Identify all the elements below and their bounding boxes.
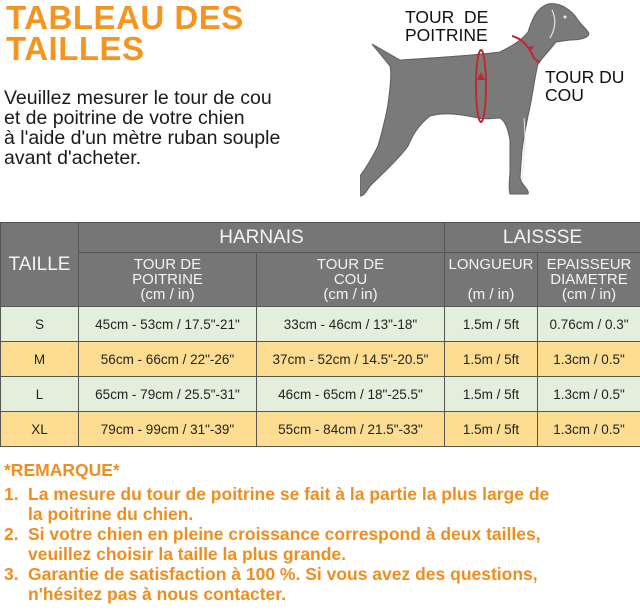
header-line: TOUR DE [133, 256, 202, 273]
header-line [445, 272, 537, 287]
chest-cell: 65cm - 79cm / 25.5"-31" [79, 377, 257, 412]
header-line: DIAMETRE [550, 271, 628, 288]
table-row [1, 342, 640, 377]
size-cell: XL [1, 412, 79, 447]
remark-number: 3. [4, 564, 19, 584]
intro-line: avant d'acheter. [4, 147, 142, 169]
neck-label-line: COU [545, 85, 584, 105]
size-cell: S [1, 307, 79, 342]
neck-cell: 46cm - 65cm / 18"-25.5" [257, 377, 445, 412]
table-row [1, 412, 640, 447]
header-line: LONGUEUR [448, 256, 534, 273]
chest-label-line: POITRINE [405, 25, 488, 45]
table-row [1, 307, 640, 342]
neck-girth-label [545, 68, 624, 104]
header-line: (cm / in) [140, 286, 195, 303]
neck-label-line: TOUR DU [545, 67, 625, 87]
length-cell: 1.5m / 5ft [445, 377, 538, 412]
table-row [1, 377, 640, 412]
length-cell: 1.5m / 5ft [445, 307, 538, 342]
title-line-2: TAILLES [6, 30, 145, 67]
remark-number: 1. [4, 484, 19, 504]
remark-item [4, 484, 549, 524]
remark-line: la poitrine du chien. [28, 504, 194, 524]
header-line: (cm / in) [323, 286, 378, 303]
remarks-heading: *REMARQUE* [4, 460, 120, 480]
thickness-cell: 1.3cm / 0.5" [538, 412, 640, 447]
thickness-cell: 1.3cm / 0.5" [538, 342, 640, 377]
thickness-cell: 0.76cm / 0.3" [538, 307, 640, 342]
length-cell: 1.5m / 5ft [445, 342, 538, 377]
header-line: (m / in) [467, 286, 515, 303]
intro-text [4, 88, 334, 168]
remark-item [4, 524, 549, 564]
intro-line: à l'aide d'un mètre ruban souple [4, 127, 281, 149]
size-chart-table [0, 222, 640, 447]
length-column-header [445, 253, 538, 307]
header-line: EPAISSEUR [546, 256, 632, 273]
length-cell: 1.5m / 5ft [445, 412, 538, 447]
chest-label-line: TOUR DE [405, 7, 489, 27]
intro-line: et de poitrine de votre chien [4, 107, 245, 129]
size-cell: M [1, 342, 79, 377]
neck-cell: 55cm - 84cm / 21.5"-33" [257, 412, 445, 447]
remark-line: Garantie de satisfaction à 100 %. Si vous avez des questions, [28, 564, 538, 584]
header-line: (cm / in) [561, 286, 617, 303]
chest-cell: 56cm - 66cm / 22"-26" [79, 342, 257, 377]
size-column-header: TAILLE [1, 223, 79, 307]
intro-line: Veuillez mesurer le tour de cou [4, 87, 272, 109]
chest-girth-label [405, 8, 488, 44]
neck-cell: 37cm - 52cm / 14.5"-20.5" [257, 342, 445, 377]
header-line: TOUR DE [316, 256, 385, 273]
chest-cell: 45cm - 53cm / 17.5"-21" [79, 307, 257, 342]
thickness-column-header [538, 253, 640, 307]
size-cell: L [1, 377, 79, 412]
remark-number: 2. [4, 524, 19, 544]
thickness-cell: 1.3cm / 0.5" [538, 377, 640, 412]
remark-line: veuillez choisir la taille la plus grande. [28, 544, 347, 564]
title-line-1: TABLEAU DES [6, 0, 244, 36]
remarks-section [4, 460, 549, 604]
remark-line: La mesure du tour de poitrine se fait à la partie la plus large de [28, 484, 550, 504]
harness-group-header: HARNAIS [79, 223, 445, 253]
remark-line: Si votre chien en pleine croissance correspond à deux tailles, [28, 524, 541, 544]
page-title [6, 0, 244, 67]
chest-column-header [79, 253, 257, 307]
neck-column-header [257, 253, 445, 307]
remark-item [4, 564, 549, 604]
leash-group-header: LAISSSE [445, 223, 640, 253]
remark-line: n'hésitez pas à nous contacter. [28, 584, 286, 604]
header-line: COU [333, 271, 368, 288]
chest-cell: 79cm - 99cm / 31"-39" [79, 412, 257, 447]
header-line: POITRINE [132, 271, 203, 288]
neck-cell: 33cm - 46cm / 13"-18" [257, 307, 445, 342]
